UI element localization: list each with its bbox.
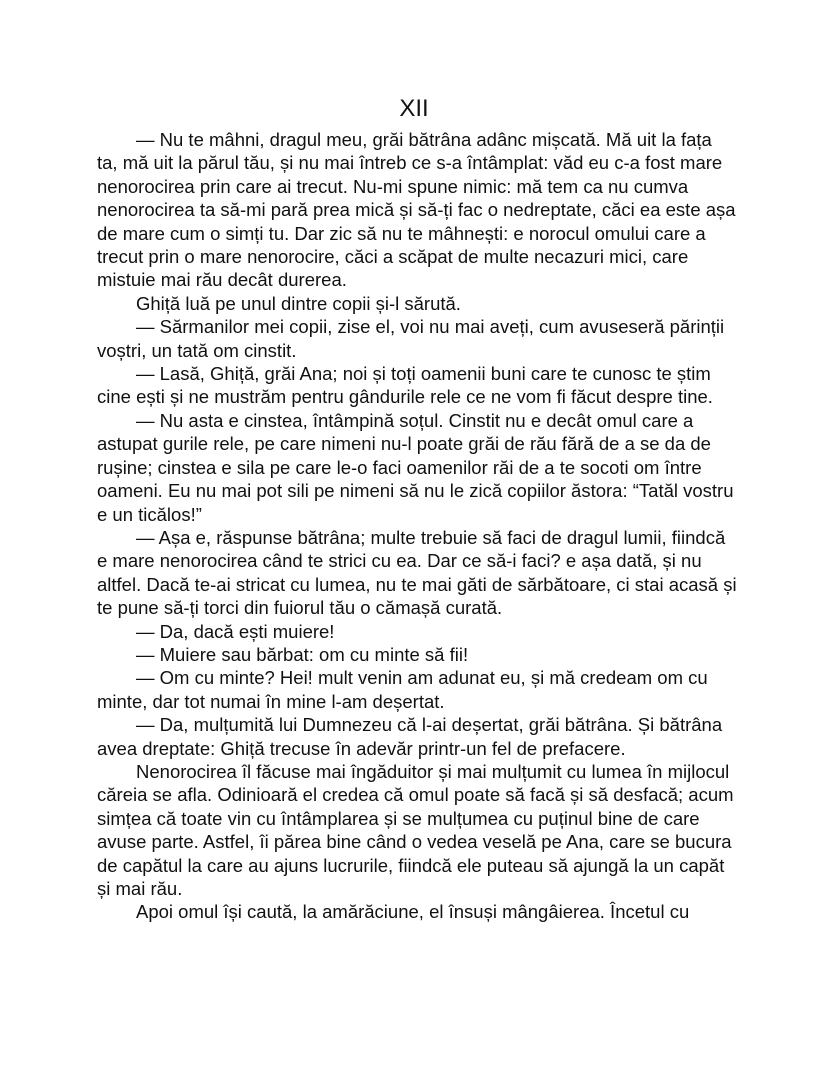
paragraph: — Sărmanilor mei copii, zise el, voi nu mai aveți, cum avuseseră părinții voștri, un tată om cinstit.	[97, 316, 725, 361]
paragraph: — Nu asta e cinstea, întâmpină soțul. Cinstit nu e decât omul care a astupat gurile rele, pe care nimeni nu-l poate grăi de rău fără de a se da de rușine; cinstea e sila pe care le-o faci oamenilor răi de a te socoti om între oameni. Eu nu mai pot sili pe nimeni să nu le zică copiilor ăstora: “Tatăl vostru e un ticălos!”	[97, 409, 734, 525]
paragraph: — Om cu minte? Hei! mult venin am adunat eu, și mă credeam om cu minte, dar tot numai în mine l-am deșertat.	[97, 667, 708, 712]
chapter-body	[97, 128, 737, 924]
paragraph: — Așa e, răspunse bătrâna; multe trebuie să faci de dragul lumii, fiindcă e mare nenorocirea când te strici cu ea. Dar ce să-i faci? e așa dată, și nu altfel. Dacă te-ai stricat cu lumea, nu te mai găti de sărbătoare, ci stai acasă și te pune să-ți torci din fuiorul tău o cămașă curată.	[97, 526, 737, 619]
paragraph: Nenorocirea îl făcuse mai îngăduitor și mai mulțumit cu lumea în mijlocul căreia se afla. Odinioară el credea că omul poate să facă și să desfacă; acum simțea că toate vin cu întâmplarea și se mulțumea cu puținul bine de care avuse parte. Astfel, îi părea bine când o vedea veselă pe Ana, care se bucura de capătul la care au ajuns lucrurile, fiindcă ele puteau să ajungă la un capăt și mai rău.	[97, 760, 734, 899]
paragraph: Ghiță luă pe unul dintre copii și-l sărută.	[136, 292, 461, 314]
paragraph: — Nu te mâhni, dragul meu, grăi bătrâna adânc mișcată. Mă uit la fața ta, mă uit la părul tău, și nu mai întreb ce s-a întâmplat: văd eu c-a fost mare nenorocirea prin care ai trecut. Nu-mi spune nimic: mă tem ca nu cumva nenorocirea ta să-mi pară prea mică și să-ți fac o nedreptate, căci ea este așa de mare cum o simți tu. Dar zic să nu te mâhnești: e norocul omului care a trecut prin o mare nenorocire, căci a scăpat de multe necazuri mici, care mistuie mai rău decât durerea.	[97, 129, 736, 291]
chapter-title: XII	[399, 95, 429, 122]
paragraph: — Lasă, Ghiță, grăi Ana; noi și toți oamenii buni care te cunosc te știm cine ești și ne mustrăm pentru gândurile rele ce ne vom fi făcut despre tine.	[97, 363, 713, 408]
paragraph: — Muiere sau bărbat: om cu minte să fii!	[136, 643, 469, 665]
paragraph: — Da, mulțumită lui Dumnezeu că l-ai deșertat, grăi bătrâna. Și bătrâna avea dreptate: Ghiță trecuse în adevăr printr-un fel de prefacere.	[97, 714, 723, 759]
paragraph: Apoi omul își caută, la amărăciune, el însuși mângâierea. Încetul cu	[136, 901, 690, 923]
paragraph: — Da, dacă ești muiere!	[136, 620, 335, 642]
